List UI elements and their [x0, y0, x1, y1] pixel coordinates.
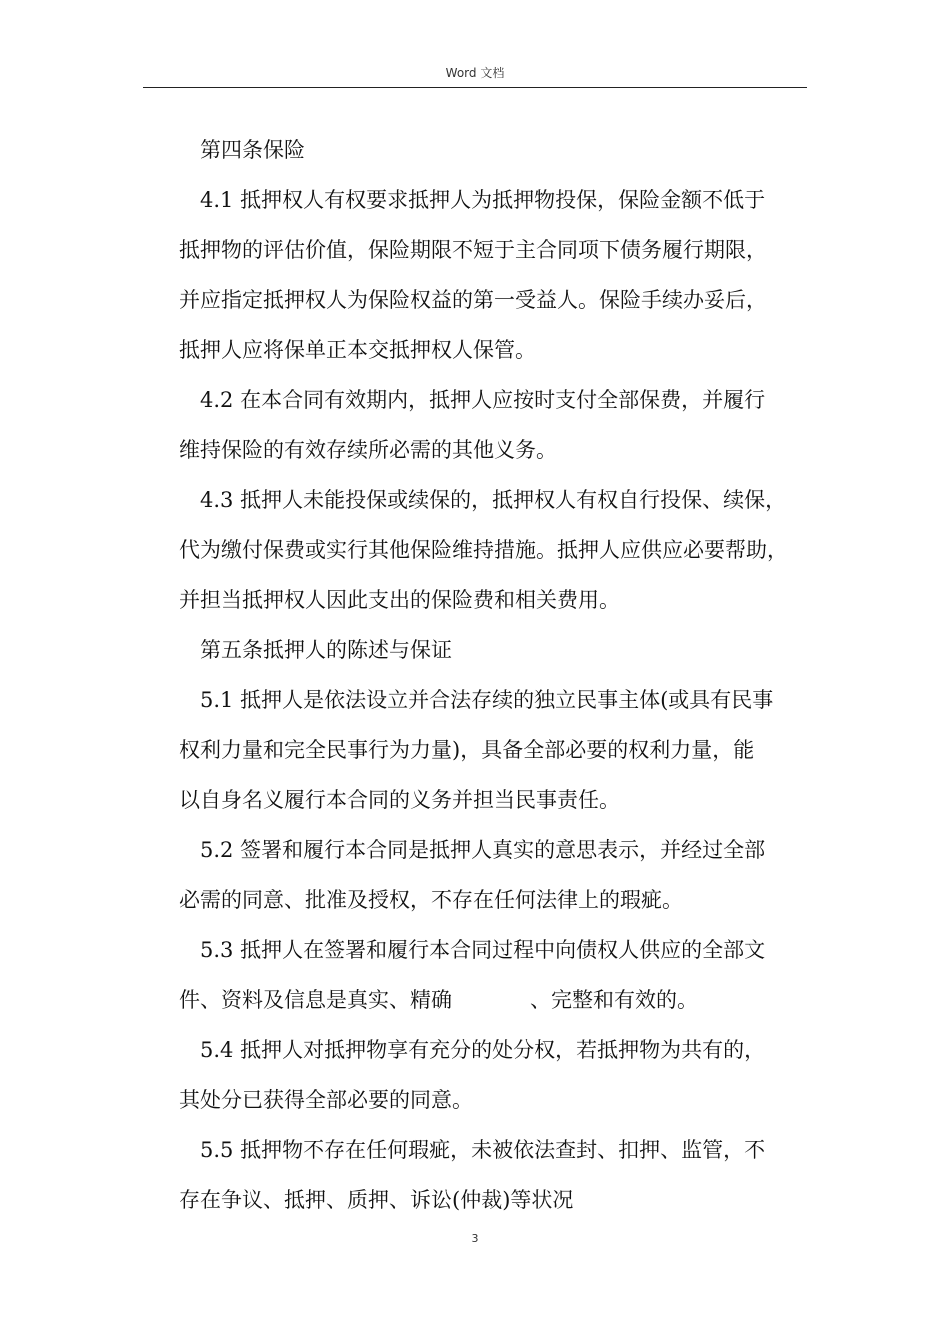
section-heading: 第五条抵押人的陈述与保证 [200, 638, 452, 662]
section-heading: 第四条保险 [200, 138, 305, 162]
paragraph-line: 4.1 抵押权人有权要求抵押人为抵押物投保，保险金额不低于 [200, 188, 766, 212]
paragraph-line: 5.5 抵押物不存在任何瑕疵，未被依法查封、扣押、监管，不 [200, 1138, 766, 1162]
paragraph-line: 5.2 签署和履行本合同是抵押人真实的意思表示，并经过全部 [200, 838, 766, 862]
page-number: 3 [471, 1232, 479, 1245]
paragraph-line: 抵押人应将保单正本交抵押权人保管。 [179, 338, 536, 362]
paragraph-line: 4.2 在本合同有效期内，抵押人应按时支付全部保费，并履行 [200, 388, 766, 412]
paragraph-line: 5.4 抵押人对抵押物享有充分的处分权，若抵押物为共有的， [200, 1038, 766, 1062]
paragraph-line: 并应指定抵押权人为保险权益的第一受益人。保险手续办妥后， [179, 288, 767, 312]
paragraph-line: 抵押物的评估价值，保险期限不短于主合同项下债务履行期限， [179, 238, 767, 262]
page-header: Word 文档 [445, 66, 505, 80]
paragraph-line: 并担当抵押权人因此支出的保险费和相关费用。 [179, 588, 620, 612]
paragraph-line-part: 、完整和有效的。 [530, 988, 698, 1012]
paragraph-line: 5.1 抵押人是依法设立并合法存续的独立民事主体(或具有民事 [200, 688, 774, 712]
paragraph-line-part: 件、资料及信息是真实、精确 [179, 988, 452, 1012]
paragraph-line: 5.3 抵押人在签署和履行本合同过程中向债权人供应的全部文 [200, 938, 766, 962]
paragraph-line: 4.3 抵押人未能投保或续保的，抵押权人有权自行投保、续保， [200, 488, 787, 512]
paragraph-line: 代为缴付保费或实行其他保险维持措施。抵押人应供应必要帮助， [179, 538, 788, 562]
paragraph-line: 其处分已获得全部必要的同意。 [179, 1088, 473, 1112]
paragraph-line: 维持保险的有效存续所必需的其他义务。 [179, 438, 557, 462]
header-divider [143, 87, 807, 88]
paragraph-line [179, 978, 809, 1028]
paragraph-line: 以自身名义履行本合同的义务并担当民事责任。 [179, 788, 620, 812]
document-body [179, 128, 809, 1228]
paragraph-line: 存在争议、抵押、质押、诉讼(仲裁)等状况 [179, 1188, 574, 1212]
paragraph-line: 必需的同意、批准及授权，不存在任何法律上的瑕疵。 [179, 888, 683, 912]
paragraph-line: 权利力量和完全民事行为力量)，具备全部必要的权利力量，能 [179, 738, 755, 762]
